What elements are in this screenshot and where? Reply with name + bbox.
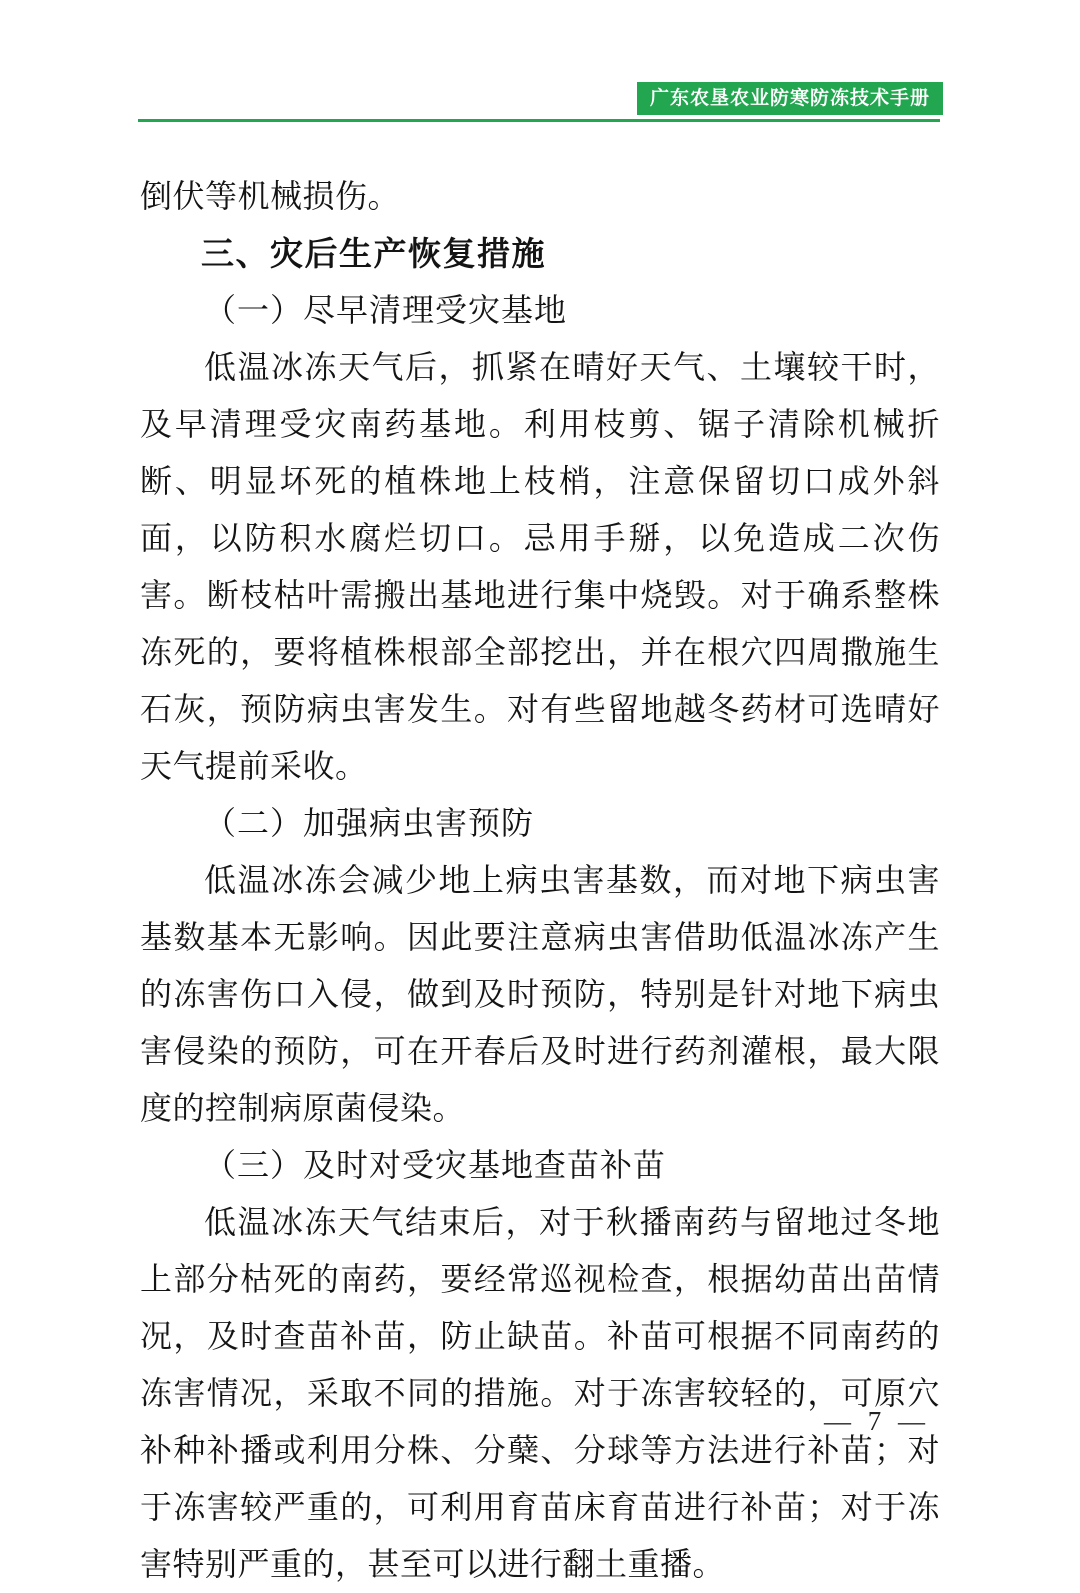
subsection-heading-1: （一）尽早清理受灾基地 [204,292,568,328]
subsection-heading-2: （二）加强病虫害预防 [204,805,535,841]
subsection-heading-3: （三）及时对受灾基地查苗补苗 [204,1147,667,1183]
header-banner: 广东农垦农业防寒防冻技术手册 [637,82,943,115]
section-heading: 三、灾后生产恢复措施 [201,235,547,272]
page-body [140,168,940,1593]
page-number: — 7 — [824,1406,930,1436]
subsection-paragraph-3: 低温冰冻天气结束后，对于秋播南药与留地过冬地上部分枯死的南药，要经常巡视检查，根据幼苗出苗情况，及时查苗补苗，防止缺苗。补苗可根据不同南药的冻害情况，采取不同的措施。对于冻害较轻的，可原穴补种补播或利用分株、分蘖、分球等方法进行补苗；对于冻害较严重的，可利用育苗床育苗进行补苗；对于冻害特别严重的，甚至可以进行翻土重播。 [140,1204,940,1582]
continuation-text: 倒伏等机械损伤。 [140,178,401,214]
subsection-paragraph-1: 低温冰冻天气后，抓紧在晴好天气、土壤较干时，及早清理受灾南药基地。利用枝剪、锯子清除机械折断、明显坏死的植株地上枝梢，注意保留切口成外斜面，以防积水腐烂切口。忌用手掰，以免造成二次伤害。断枝枯叶需搬出基地进行集中烧毁。对于确系整株冻死的，要将植株根部全部挖出，并在根穴四周撒施生石灰，预防病虫害发生。对有些留地越冬药材可选晴好天气提前采收。 [140,349,940,784]
header-rule [138,119,940,122]
subsection-paragraph-2: 低温冰冻会减少地上病虫害基数，而对地下病虫害基数基本无影响。因此要注意病虫害借助低温冰冻产生的冻害伤口入侵，做到及时预防，特别是针对地下病虫害侵染的预防，可在开春后及时进行药剂灌根，最大限度的控制病原菌侵染。 [140,862,940,1126]
